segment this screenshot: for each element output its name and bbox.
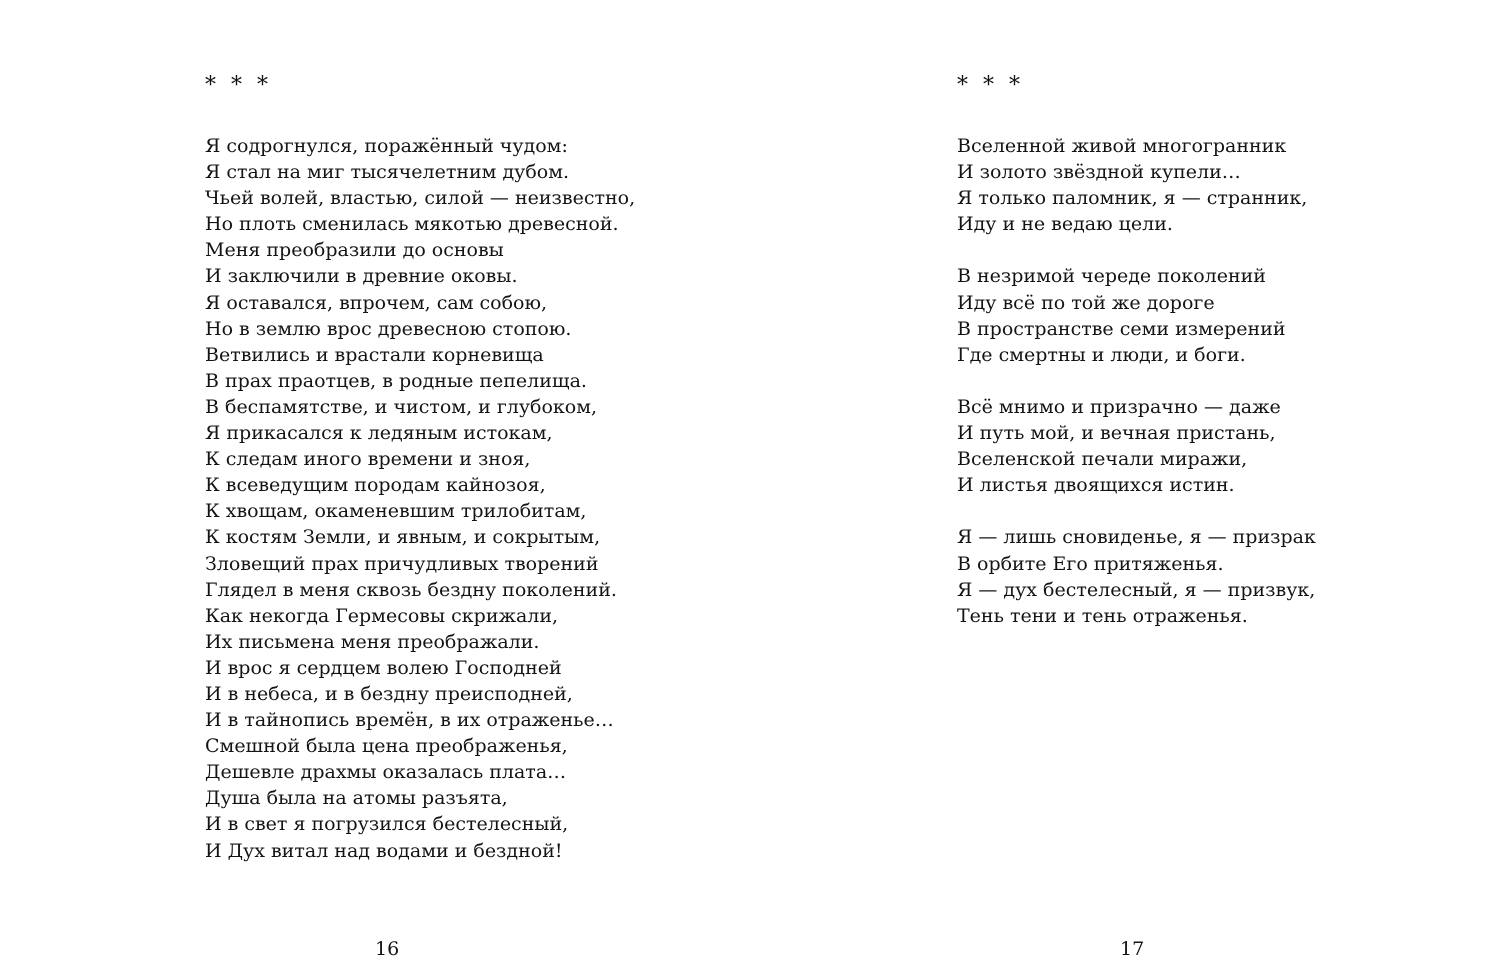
poem-line: Дешевле драхмы оказалась плата… xyxy=(205,761,567,784)
poem-line: Где смертны и люди, и боги. xyxy=(957,343,1246,366)
poem-line: Я содрогнулся, поражённый чудом: xyxy=(205,135,568,157)
poem-line: Глядел в меня сквозь бездну поколений. xyxy=(205,578,617,601)
stanza-break xyxy=(957,498,1316,524)
poem-line: И золото звёздной купели… xyxy=(957,161,1241,184)
poem-line: Я оставался, впрочем, сам собою, xyxy=(205,291,548,314)
poem-line: И в небеса, и в бездну преисподней, xyxy=(205,682,573,705)
poem-line: Я — дух бестелесный, я — призвук, xyxy=(957,578,1316,601)
poem-line: Я — лишь сновиденье, я — призрак xyxy=(957,526,1316,549)
poem-line: В прах праотцев, в родные пепелища. xyxy=(205,369,587,392)
poem-line: Но в землю врос древесною стопою. xyxy=(205,317,572,340)
poem-line: В орбите Его притяженья. xyxy=(957,552,1224,575)
poem-line: И в тайнопись времён, в их отраженье… xyxy=(205,709,614,732)
poem-line: К хвощам, окаменевшим трилобитам, xyxy=(205,500,587,523)
section-divider: * * * xyxy=(957,73,1024,98)
poem-line: Их письмена меня преображали. xyxy=(205,630,540,653)
poem-line: Я только паломник, я — странник, xyxy=(957,187,1308,210)
poem-line: Я прикасался к ледяным истокам, xyxy=(205,422,553,445)
poem-line: К всеведущим породам кайнозоя, xyxy=(205,474,546,497)
poem-line: Душа была на атомы разъята, xyxy=(205,787,508,810)
poem-text xyxy=(205,133,635,864)
poem-line: Смешной была цена преображенья, xyxy=(205,735,568,758)
poem-line: Иду и не ведаю цели. xyxy=(957,213,1173,236)
poem-line: Вселенской печали миражи, xyxy=(957,448,1248,471)
poem-line: И Дух витал над водами и бездной! xyxy=(205,839,563,862)
stanza-break xyxy=(957,368,1316,394)
page-number: 16 xyxy=(375,938,400,960)
right-page xyxy=(957,0,1477,960)
poem-line: Всё мнимо и призрачно — даже xyxy=(957,395,1281,418)
poem-line: И врос я сердцем волею Господней xyxy=(205,656,562,679)
poem-line: И в свет я погрузился бестелесный, xyxy=(205,813,569,836)
left-page xyxy=(205,0,765,960)
poem-line: И листья двоящихся истин. xyxy=(957,474,1235,497)
section-divider: * * * xyxy=(205,73,272,98)
poem-line: Чьей волей, властью, силой — неизвестно, xyxy=(205,187,636,210)
poem-line: К следам иного времени и зноя, xyxy=(205,448,531,471)
poem-line: Ветвились и врастали корневища xyxy=(205,343,544,366)
poem-line: Но плоть сменилась мякотью древесной. xyxy=(205,213,619,236)
poem-line: Я стал на миг тысячелетним дубом. xyxy=(205,161,570,184)
page-number: 17 xyxy=(1120,938,1145,960)
poem-line: И путь мой, и вечная пристань, xyxy=(957,422,1276,445)
poem-line: Иду всё по той же дороге xyxy=(957,291,1215,314)
poem-text xyxy=(957,133,1316,629)
poem-line: В беспамятстве, и чистом, и глубоком, xyxy=(205,395,598,418)
poem-line: Тень тени и тень отраженья. xyxy=(957,604,1248,627)
poem-line: В пространстве семи измерений xyxy=(957,317,1286,340)
stanza-break xyxy=(957,237,1316,263)
poem-line: И заключили в древние оковы. xyxy=(205,265,518,288)
poem-line: Меня преобразили до основы xyxy=(205,239,504,262)
poem-line: Вселенной живой многогранник xyxy=(957,135,1287,157)
poem-line: Как некогда Гермесовы скрижали, xyxy=(205,604,559,627)
poem-line: В незримой череде поколений xyxy=(957,265,1266,288)
poem-line: К костям Земли, и явным, и сокрытым, xyxy=(205,526,601,549)
poem-line: Зловещий прах причудливых творений xyxy=(205,552,599,575)
